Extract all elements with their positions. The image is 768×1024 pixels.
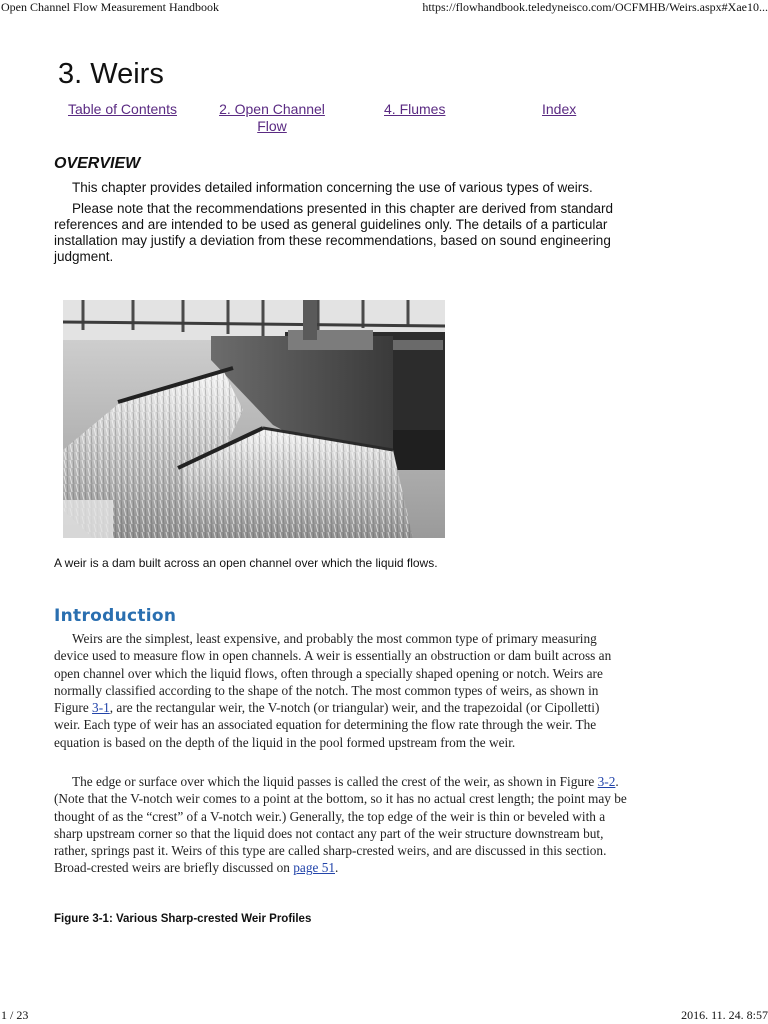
intro-p1-text-a: Weirs are the simplest, least expensive, and probably the most common type of primary measuring device used to measure flow in open channels. A weir is essentially an obstruction or dam built across an open channel over which the liquid flows, often through a specially shaped opening or notch. Weirs are normally classified according to the shape of the notch. The most common types of weirs, as shown in Figure (54, 631, 612, 716)
introduction-heading: Introduction (54, 606, 177, 626)
figure-caption: Figure 3-1: Various Sharp-crested Weir Profiles (54, 913, 312, 925)
overview-paragraph-2: Please note that the recommendations presented in this chapter are derived from standard references and are intended to be used as general guidelines only. The details of a particular installation may justify a deviation from these recommendations, based on sound engineering judgment. (54, 201, 614, 264)
print-header-url: https://flowhandbook.teledyneisco.com/OCFMHB/Weirs.aspx#Xae10... (422, 0, 768, 14)
print-header-title: Open Channel Flow Measurement Handbook (1, 0, 219, 14)
nav-link-open-channel-flow[interactable]: 2. Open Channel Flow (219, 101, 325, 134)
page-title: 3. Weirs (58, 58, 164, 90)
figure-3-2-link[interactable]: 3-2 (597, 774, 616, 789)
print-footer (0, 1008, 768, 1024)
weir-photo (63, 300, 445, 538)
nav-link-table-of-contents[interactable]: Table of Contents (68, 101, 177, 117)
page-counter: 1 / 23 (1, 1008, 29, 1022)
figure-3-1-link[interactable]: 3-1 (92, 700, 110, 716)
page-51-link[interactable]: page 51 (293, 860, 335, 876)
overview-paragraph-1: This chapter provides detailed information concerning the use of various types of weirs. (72, 180, 593, 195)
introduction-paragraph-1 (54, 630, 628, 751)
print-header (0, 0, 768, 16)
nav-link-index[interactable]: Index (542, 101, 577, 117)
intro-p2-text-a: The edge or surface over which the liquid passes is called the crest of the weir, as shown in Figure (72, 774, 598, 789)
overview-heading: OVERVIEW (54, 155, 141, 172)
print-timestamp: 2016. 11. 24. 8:57 (681, 1008, 768, 1022)
chapter-nav (58, 101, 618, 141)
photo-caption: A weir is a dam built across an open channel over which the liquid flows. (54, 556, 438, 570)
nav-link-flumes[interactable]: 4. Flumes (384, 101, 446, 117)
intro-p2-text-c: . (335, 860, 339, 876)
intro-p1-text-b: , are the rectangular weir, the V-notch (or triangular) weir, and the trapezoidal (or Cipolletti) weir. Each type of weir has an associated equation for determining the flow rate through the weir. The equation is based on the depth of the liquid in the pool formed upstream from the weir. (54, 700, 600, 750)
introduction-paragraph-2 (54, 773, 628, 877)
intro-p2-text-b: . (Note that the V-notch weir comes to a point at the bottom, so it has no actual crest length; the point may be thought of as the “crest” of a V-notch weir.) Generally, the top edge of the weir is thin or beveled with a sharp upstream corner so that the liquid does not contact any part of the weir structure downstream but, rather, springs past it. Weirs of this type are called sharp-crested weirs, and are discussed in this section. Broad-crested weirs are briefly discussed on (54, 774, 627, 876)
